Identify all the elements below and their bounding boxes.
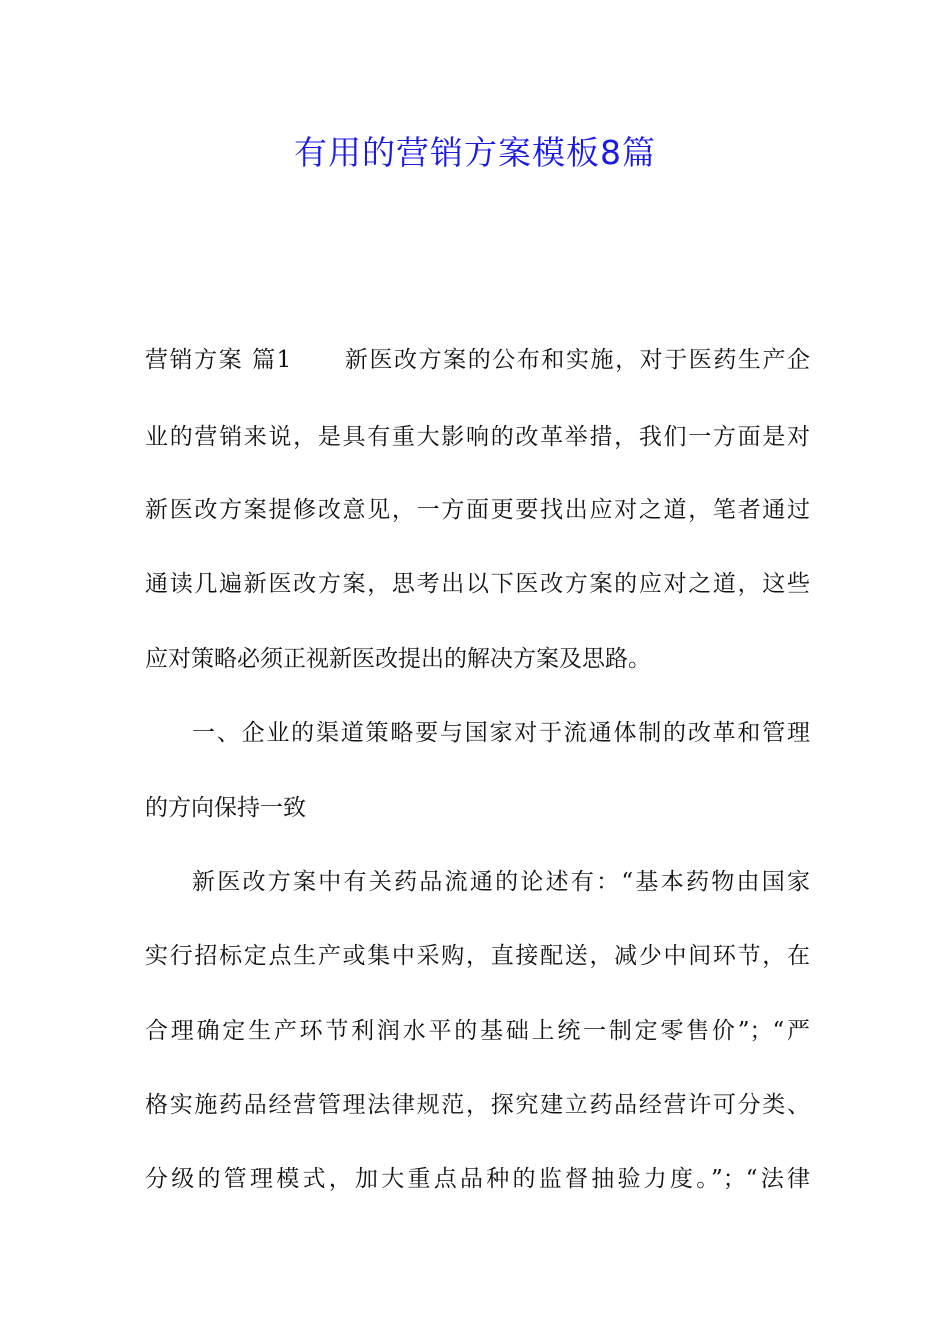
paragraph-text: 新医改方案的公布和实施，对于医药生产企 bbox=[343, 347, 811, 373]
document-title: 有用的营销方案模板8篇 bbox=[294, 133, 656, 172]
paragraph-line: 业的营销来说，是具有重大影响的改革举措，我们一方面是对 bbox=[145, 424, 810, 450]
paragraph-line: 分级的管理模式，加大重点品种的监督抽验力度。”；“法律 bbox=[145, 1166, 810, 1192]
paragraph-line: 合理确定生产环节利润水平的基础上统一制定零售价”；“严 bbox=[145, 1018, 810, 1044]
paragraph-line: 应对策略必须正视新医改提出的解决方案及思路。 bbox=[145, 646, 651, 672]
paragraph-line: 新医改方案中有关药品流通的论述有：“基本药物由国家 bbox=[192, 869, 810, 895]
paragraph-line: 新医改方案提修改意见，一方面更要找出应对之道，笔者通过 bbox=[145, 497, 810, 523]
paragraph-line: 实行招标定点生产或集中采购，直接配送，减少中间环节，在 bbox=[145, 943, 810, 969]
section-label: 营销方案 篇1 bbox=[145, 347, 292, 373]
paragraph-line: 格实施药品经营管理法律规范，探究建立药品经营许可分类、 bbox=[145, 1092, 810, 1118]
section-heading-line: 的方向保持一致 bbox=[145, 795, 306, 821]
paragraph-line bbox=[145, 342, 810, 378]
section-heading-line: 一、企业的渠道策略要与国家对于流通体制的改革和管理 bbox=[192, 720, 810, 746]
paragraph-line: 通读几遍新医改方案，思考出以下医改方案的应对之道，这些 bbox=[145, 571, 810, 597]
